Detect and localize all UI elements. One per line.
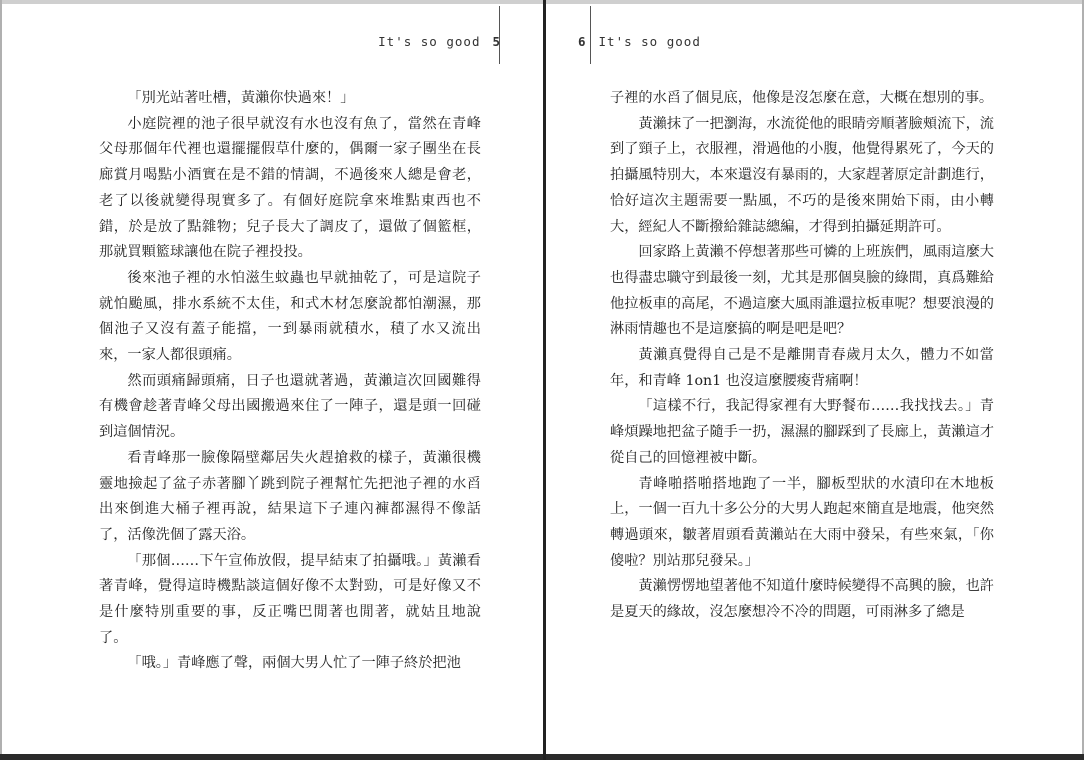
running-header — [378, 34, 501, 49]
paragraph: 看青峰那一臉像隔壁鄰居失火趕搶救的樣子，黃瀨很機靈地撿起了盆子赤著腳丫跳到院子裡幫忙先把池子裡的水舀出來倒進大桶子裡再說，結果這下子連內褲都濕得不像話了，活像洗個了露天浴。 — [99, 449, 481, 543]
page-body — [610, 86, 994, 626]
left-page — [2, 4, 543, 754]
header-title: It's so good — [598, 34, 701, 49]
paragraph: 「那個……下午宣佈放假，提早結束了拍攝哦。」黃瀨看著青峰，覺得這時機點談這個好像不太對勁，可是好像又不是什麼特別重要的事，反正嘴巴閒著也閒著，就姑且地說了。 — [99, 552, 481, 646]
paragraph: 子裡的水舀了個見底，他像是沒怎麼在意，大概在想別的事。 — [610, 90, 994, 106]
paragraph: 黃瀨真覺得自己是不是離開青春歲月太久，體力不如當年，和青峰 1on1 也沒這麼腰痠背痛啊！ — [610, 347, 994, 389]
paragraph: 後來池子裡的水怕滋生蚊蟲也早就抽乾了，可是這院子就怕颱風，排水系統不太佳，和式木材怎麼說都怕潮濕，那個池子又沒有蓋子能擋，一到暴雨就積水，積了水又流出來，一家人都很頭痛。 — [99, 269, 481, 364]
paragraph: 「這樣不行，我記得家裡有大野餐布……我找找去。」青峰煩躁地把盆子隨手一扔，濕濕的腳踩到了長廊上，黃瀨這才從自己的回憶裡被中斷。 — [610, 398, 994, 466]
paragraph: 小庭院裡的池子很早就沒有水也沒有魚了，當然在青峰父母那個年代裡也還擺擺假草什麼的，偶爾一家子團坐在長廊賞月喝點小酒實在是不錯的情調，不過後來人總是會老，老了以後就變得現實多了。有個好庭院拿來堆點東西也不錯，於是放了點雜物；兒子長大了調皮了，還做了個籃框，那就買顆籃球讓他在院子裡投投。 — [99, 115, 481, 261]
page-number: 6 — [578, 34, 587, 49]
paragraph: 回家路上黃瀨不停想著那些可憐的上班族們，風雨這麼大也得盡忠職守到最後一刻，尤其是那個臭臉的綠間，真爲難給他拉板車的高尾，不過這麼大風雨誰還拉板車呢？想要浪漫的淋雨情趣也不是這麼搞的啊是吧是吧？ — [610, 244, 994, 338]
running-header — [578, 34, 701, 49]
viewer-bottom-edge — [0, 754, 1084, 760]
paragraph: 青峰啪搭啪搭地跑了一半，腳板型狀的水漬印在木地板上，一個一百九十多公分的大男人跑起來簡直是地震，他突然轉過頭來，皺著眉頭看黃瀨站在大雨中發呆，有些來氣，「你傻啦？別站那兒發呆。」 — [610, 475, 994, 569]
paragraph: 黃瀨抹了一把瀏海，水流從他的眼睛旁順著臉頰流下，流到了頸子上，衣服裡，滑過他的小腹，他覺得累死了，今天的拍攝風特別大，本來還沒有暴雨的，大家趕著原定計劃進行，恰好這次主題需要一點風，不巧的是後來開始下雨，由小轉大，經紀人不斷撥給雜誌總編，才得到拍攝延期許可。 — [610, 115, 994, 235]
header-title: It's so good — [378, 34, 481, 49]
paragraph: 「別光站著吐槽，黃瀨你快過來！」 — [127, 90, 355, 106]
paragraph: 黃瀨愣愣地望著他不知道什麼時候變得不高興的臉，也許是夏天的緣故，沒怎麼想冷不冷的問題，可雨淋多了總是 — [610, 578, 994, 621]
paragraph: 「哦。」青峰應了聲，兩個大男人忙了一陣子終於把池 — [127, 655, 461, 672]
right-page — [546, 4, 1082, 754]
page-body — [99, 86, 481, 677]
paragraph: 然而頭痛歸頭痛，日子也還就著過，黃瀨這次回國難得有機會趁著青峰父母出國搬過來住了一陣子，還是頭一回碰到這個情況。 — [99, 372, 481, 441]
page-number: 5 — [492, 34, 501, 49]
